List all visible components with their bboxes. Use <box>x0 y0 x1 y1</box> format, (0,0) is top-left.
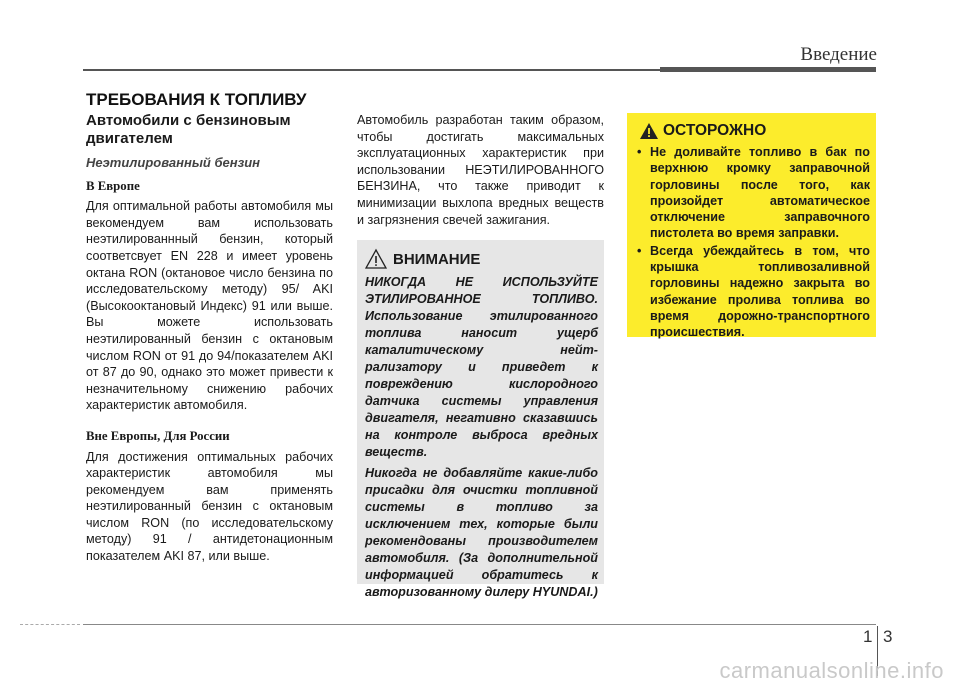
caution-triangle-icon <box>639 122 659 140</box>
warning-body <box>365 274 598 605</box>
left-column <box>86 112 333 565</box>
warning-box <box>357 240 604 599</box>
europe-paragraph: Для оптимальной работы автомобиля мы векомендуем вам использовать неэтилированнный бензин, который соответсвует EN 228 и имеет уровень октана RON (октановое число бензина по исследовательскому методу) 95/ AKI (Высокооктановый Индекс) 91 или выше. Вы можете использовать неэтилированный бензин с октановым числом RON от 91 до 94/показателем AKI от 87 до 90, однако это может привести к незначительному снижению рабочих характеристик автомобиля. <box>86 199 333 413</box>
bullet: • <box>637 243 642 258</box>
middle-column <box>357 112 604 228</box>
outside-europe-paragraph: Для достижения оптимальных рабочих характеристик автомобиля мы рекомендуем вам применять неэтилированный бензин с октановым числом RON (по исследовательскому методу) 91 / антидетонационным показателем AKI 87, или выше. <box>86 449 333 564</box>
caution-item <box>637 243 870 341</box>
warning-header <box>365 246 480 272</box>
watermark: carmanualsonline.info <box>719 658 944 683</box>
caution-item-text: Всегда убеждайтесь в том, что крышка топливозаливной горловины надежно закрыта во избежание пролива топлива во время дорожно-транспортного происшествия. <box>650 243 870 340</box>
engine-heading: Автомобили с бензиновым двигателем <box>86 112 291 147</box>
caution-title: ОСТОРОЖНО <box>663 122 767 139</box>
footer-rule <box>83 624 876 625</box>
warning-paragraph-1: НИКОГДА НЕ ИСПОЛЬЗУЙТЕ ЭТИЛИРОВАННОЕ ТОПЛИВО. Использование этилированного топлива наносит ущерб каталитическому нейт-рализатору и приведет к повреждению кислородного датчика системы управления двигателя, негативно сказавшись на контроле выброса вредных веществ. <box>365 275 598 459</box>
warning-triangle-icon <box>365 248 387 270</box>
footer-dash-rule <box>20 624 80 625</box>
caution-item-text: Не доливайте топливо в бак по верхнюю кромку заправочной горловины после того, как произойдет автоматическое отключение заправочного пистолета во время заправки. <box>650 145 870 241</box>
chapter-number: 1 <box>863 627 873 646</box>
page-title: ТРЕБОВАНИЯ К ТОПЛИВУ <box>86 90 307 109</box>
warning-paragraph-2: Никогда не добавляйте какие-либо присадки для очистки топливной системы в топливо за исключением тех, которые были рекомендованы производителем автомобиля. (За дополнительной информацией обратитесь к авторизованному дилеру HYUNDAI.) <box>365 466 598 599</box>
middle-paragraph: Автомобиль разработан таким образом, чтобы достигать максимальных эксплуатационных характеристик при использовании НЕЭТИЛИРОВАННОГО БЕНЗИНА, что также приводит к минимизации выхлопа вредных веществ и загрязнения свечей зажигания. <box>357 113 604 227</box>
header-rule-accent <box>660 67 876 72</box>
chapter-title: Введение <box>800 44 877 65</box>
caution-item <box>637 144 870 242</box>
warning-title: ВНИМАНИЕ <box>393 250 481 268</box>
outside-europe-heading: Вне Европы, Для России <box>86 428 230 443</box>
unleaded-subheading: Неэтилированный бензин <box>86 155 261 170</box>
bullet: • <box>637 145 642 159</box>
caution-list <box>637 144 870 342</box>
caution-header <box>639 120 766 142</box>
page-number: 3 <box>883 627 893 646</box>
europe-heading: В Европе <box>86 178 140 193</box>
caution-box <box>627 113 876 340</box>
